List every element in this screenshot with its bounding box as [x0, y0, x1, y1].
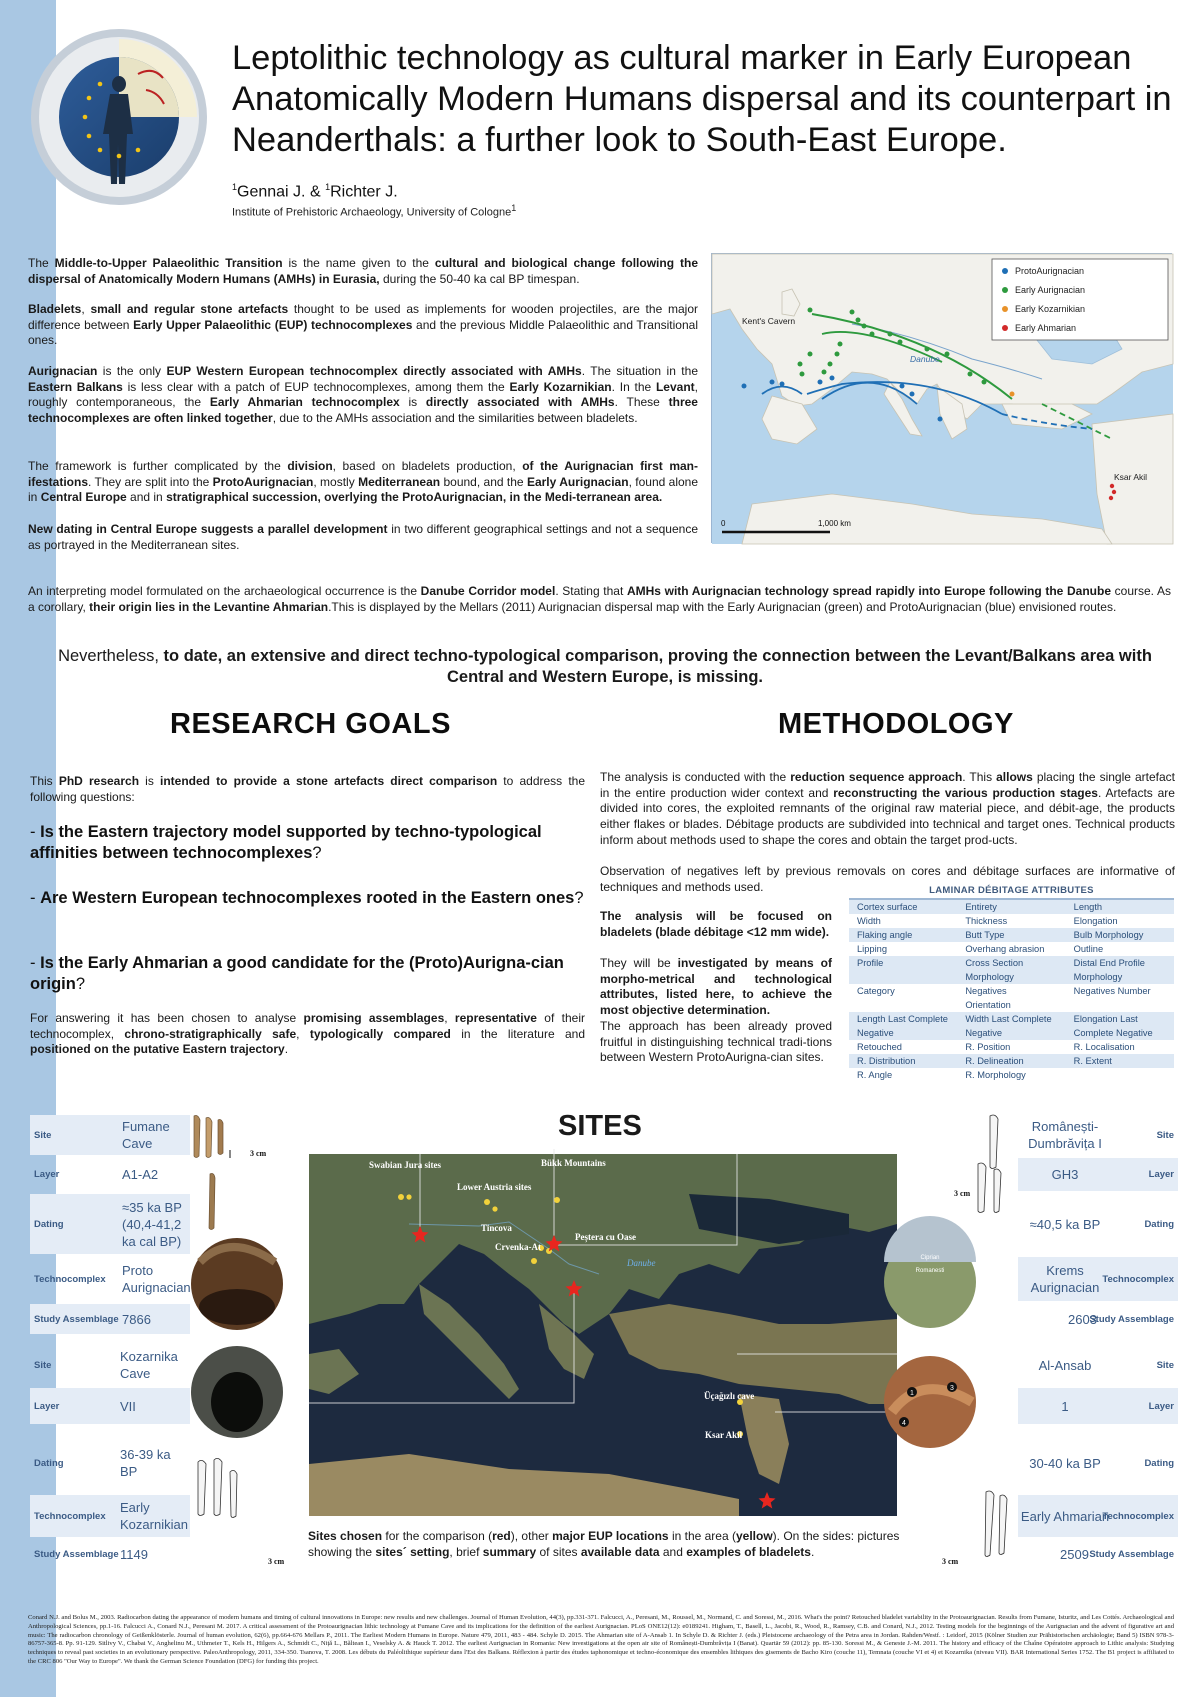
map-label-danube: Danube: [910, 354, 940, 364]
crc-logo: [28, 26, 210, 208]
bladelet-drawings-fumane: [194, 1116, 230, 1230]
intro-paragraph-2: Bladelets, small and regular stone artefacts thought to be used as implements for wooden projectiles, are the major difference between Early Upper Palaeolithic (EUP) technocomplexes and the previous Middle Palaeolithic and Transitional ones.: [28, 302, 698, 348]
laminar-attribute-cell: R. Angle: [857, 1070, 893, 1080]
laminar-attributes-row: [849, 1040, 1174, 1054]
intro-paragraph-6: An interpreting model formulated on the archaeological occurrence is the Danube Corridor model. Stating that AMHs with Aurignacian technology spread rapidly into Europe following the Danube course. As a corollary, their origin lies in the Levantine Ahmarian.This is displayed by the Mellars (2011) Aurignacian dispersal map with the Early Aurignacian (green) and ProtoAurignacian (blue) envisioned routes.: [28, 584, 1171, 614]
laminar-attribute-cell: [849, 998, 957, 1012]
laminar-attributes-row: [849, 1026, 1174, 1040]
map-label-tincova: Tincova: [481, 1223, 512, 1233]
laminar-attribute-cell: Cross Section: [965, 958, 1024, 968]
affiliation-text: Institute of Prehistoric Archaeology, University of Cologne: [232, 206, 512, 219]
photo-label-romanesti: Romanesti: [915, 1268, 945, 1274]
methodology-paragraph-3: The analysis will be focused on bladelets (blade débitage <12 mm wide).: [600, 909, 832, 939]
research-goals-outro: For answering it has been chosen to analyse promising assemblages, representative of their technocomplex, chrono-stratigraphically safe, typologically compared in the literature and positioned on the putative Eastern trajectory.: [30, 1011, 585, 1057]
laminar-attribute-cell: Negative: [857, 1028, 894, 1038]
site-card-romanesti: [1018, 1115, 1178, 1337]
laminar-attribute-cell: R. Distribution: [857, 1056, 916, 1066]
laminar-attribute-cell: Orientation: [965, 1000, 1011, 1010]
label-study-assemblage: Study Assemblage: [1089, 1313, 1174, 1325]
laminar-attribute-cell: Negatives: [965, 986, 1007, 996]
laminar-attribute-cell: Negative: [965, 1028, 1003, 1038]
laminar-attribute-cell: [1066, 998, 1174, 1012]
label-study-assemblage: Study Assemblage: [1089, 1548, 1174, 1560]
laminar-attribute-cell: Morphology: [965, 972, 1014, 982]
research-question-2: - Are Western European technocomplexes rooted in the Eastern ones?: [30, 889, 584, 907]
bladelet-drawings-kozarnika: [198, 1458, 237, 1517]
methodology-heading: METHODOLOGY: [778, 708, 1014, 740]
label-site: Site: [1156, 1129, 1174, 1141]
label-site: Site: [1156, 1359, 1174, 1371]
laminar-attribute-cell: [1066, 1068, 1174, 1082]
legend-dot-early-ahmarian: [1002, 325, 1008, 331]
photo-label-1: 1: [910, 1390, 914, 1397]
research-goals-intro: This PhD research is intended to provide a stone artefacts direct comparison to address the following questions:: [30, 774, 585, 804]
poster-title: Leptolithic technology as cultural marker in Early European Anatomically Modern Humans dispersal and its counterpart in Neanderthals: a further look to South-East Europe.: [232, 39, 1172, 159]
legend-dot-early-aurignacian: [1002, 287, 1008, 293]
laminar-attribute-cell: Distal End Profile: [1073, 958, 1145, 968]
laminar-attribute-cell: Negatives Number: [1073, 986, 1151, 996]
laminar-attribute-cell: Thickness: [965, 916, 1008, 926]
dispersal-map-figure: [712, 254, 1173, 544]
site-card-fumane: [30, 1115, 190, 1337]
label-site: Site: [34, 1359, 52, 1371]
map-label-ucagizli: Üçağızlı cave: [704, 1391, 755, 1401]
methodology-paragraph-5: The approach has been already proved fruitful in distinguishing technical tradi-tions between Western ProtoAurigna-cian sites.: [600, 1019, 832, 1065]
label-dating: Dating: [1144, 1218, 1174, 1230]
map-scale-zero: 0: [721, 519, 726, 528]
laminar-attributes-row: [849, 998, 1174, 1012]
dispersal-map: [711, 253, 1172, 543]
site-dating: ≈40,5 ka BP: [1029, 1216, 1101, 1232]
legend-label-protoaurignacian: ProtoAurignacian: [1015, 266, 1085, 276]
left-site-images: [190, 1112, 290, 1566]
photo-label-4: 4: [902, 1420, 906, 1427]
author-2: Richter J.: [330, 183, 398, 201]
research-question-3: - Is the Early Ahmarian a good candidate for the (Proto)Aurigna-cian origin?: [30, 954, 564, 993]
label-dating: Dating: [34, 1218, 64, 1230]
site-name: Românești-Dumbrăvița I: [1028, 1119, 1102, 1151]
map-label-ksar-akil: Ksar Akil: [705, 1430, 743, 1440]
label-site: Site: [34, 1129, 52, 1141]
photo-label-3: 3: [950, 1385, 954, 1392]
laminar-attributes-row: [849, 1054, 1174, 1068]
site-card-al-ansab: [1018, 1345, 1178, 1567]
author-1: Gennai J. &: [237, 183, 326, 201]
laminar-attribute-cell: Outline: [1073, 944, 1104, 954]
map-label-swabian-jura: Swabian Jura sites: [369, 1160, 442, 1170]
site-assemblage: 1149: [120, 1546, 148, 1562]
laminar-attributes-row: [849, 984, 1174, 998]
laminar-attribute-cell: R. Morphology: [965, 1070, 1026, 1080]
site-technocomplex: Early Kozarnikian: [120, 1500, 188, 1532]
laminar-attribute-cell: R. Extent: [1073, 1056, 1112, 1066]
methodology-paragraph-2: Observation of negatives left by previous removals on cores and débitage surfaces are informative of techniques and methods used.: [600, 864, 1175, 894]
label-technocomplex: Technocomplex: [1102, 1273, 1174, 1285]
label-study-assemblage: Study Assemblage: [34, 1313, 119, 1325]
map-label-lower-austria: Lower Austria sites: [457, 1182, 532, 1192]
laminar-attributes-rows: [849, 900, 1174, 1082]
authors: $^1$Gennai J. & $^1$Richter J.: [232, 182, 398, 201]
laminar-attributes-row: [849, 900, 1174, 914]
intro-paragraph-3: Aurignacian is the only EUP Western European technocomplex directly associated with AMHs. The situation in the Eastern Balkans is less clear with a patch of EUP technocomplexes, among them the Early Kozarnikian. In the Levant, roughly contemporaneous, the Early Ahmarian technocomplex is directly associated with AMHs. These three technocomplexes are often linked together, due to the AMHs association and the similarities between bladelets.: [28, 364, 698, 426]
scale-label: 3 cm: [268, 1557, 285, 1566]
site-name: Kozarnika Cave: [120, 1349, 178, 1381]
laminar-attribute-cell: Width: [857, 916, 881, 926]
laminar-attribute-cell: Cortex surface: [857, 902, 918, 912]
laminar-attributes-row: [849, 1068, 1174, 1082]
research-question-1: - Is the Eastern trajectory model supported by techno-typological affinities between technocomplexes?: [30, 823, 542, 862]
site-layer: A1-A2: [122, 1167, 159, 1182]
laminar-attribute-cell: Elongation: [1073, 916, 1118, 926]
research-goals-heading: RESEARCH GOALS: [170, 708, 451, 740]
laminar-attribute-cell: Length: [1073, 902, 1103, 912]
laminar-attributes-row: [849, 914, 1174, 928]
site-dating: 30-40 ka BP: [1029, 1455, 1101, 1471]
laminar-attribute-cell: Length Last Complete: [857, 1014, 948, 1024]
legend-label-early-kozarnikian: Early Kozarnikian: [1015, 304, 1086, 314]
site-name: Al-Ansab: [1038, 1357, 1092, 1373]
label-dating: Dating: [1144, 1457, 1174, 1469]
label-technocomplex: Technocomplex: [1102, 1510, 1174, 1522]
site-technocomplex: Proto Aurignacian: [122, 1263, 191, 1295]
label-technocomplex: Technocomplex: [34, 1510, 106, 1522]
scale-label: 3 cm: [942, 1557, 959, 1566]
label-layer: Layer: [34, 1400, 60, 1412]
laminar-attributes-row: [849, 970, 1174, 984]
map-label-pestera-cu-oase: Peștera cu Oase: [575, 1232, 636, 1242]
label-layer: Layer: [34, 1169, 60, 1180]
affiliation: Institute of Prehistoric Archaeology, University of Cologne$^1$: [232, 203, 517, 219]
map-label-crvenka-at: Crvenka-At: [495, 1242, 541, 1252]
methodology-paragraph-1: The analysis is conducted with the reduction sequence approach. This allows placing the single artefact in the entire production wider context and reconstructing the various production stages. Artefacts are divided into cores, the exploited remnants of the original raw material piece, and débit-age, the products either flakes or blades. Débitage products are subdivided into technical and target ones. Technical products inform about methods used to shape the cores and obtain the target prod-ucts.: [600, 770, 1175, 847]
site-technocomplex: Krems Aurignacian: [1030, 1263, 1100, 1295]
laminar-attribute-cell: Width Last Complete: [965, 1014, 1052, 1024]
site-layer: VII: [120, 1398, 136, 1414]
intro-paragraph-1: The Middle-to-Upper Palaeolithic Transition is the name given to the cultural and biological change following the dispersal of Anatomically Modern Humans (AMHs) in Eurasia, during the 50-40 ka cal BP timespan.: [28, 256, 698, 286]
laminar-attribute-cell: Lipping: [857, 944, 887, 954]
laminar-attribute-cell: Profile: [857, 958, 884, 968]
map-label-kents-cavern: Kent's Cavern: [742, 316, 796, 326]
legend-label-early-aurignacian: Early Aurignacian: [1015, 285, 1086, 295]
laminar-attributes-row: [849, 942, 1174, 956]
site-layer: 1: [1061, 1398, 1069, 1414]
legend-dot-protoaurignacian: [1002, 268, 1008, 274]
photo-label-ciprian: Ciprian: [920, 1255, 940, 1261]
site-technocomplex: Early Ahmarian: [1020, 1508, 1110, 1524]
references: Conard N.J. and Bolus M., 2003. Radiocarbon dating the appearance of modern humans and timing of cultural innovations in Europe: new results and new challenges. Journal of Human Evolution, 44(3), pp.331-371. Falcucci, A., Peresani, M., Roussel, M., Normand, C. and Soressi, M., 2016. What's the point? Retouched bladelet variability in the Protoaurignacian. Results from Fumane, Isturitz, and Les Cottés. Archaeological and Anthropological Sciences, pp.1-16. Falcucci A., Conard N.J., Peresani M. 2017. A critical assessment of the Protoaurignacian lithic technology at Fumane Cave and its implications for the definition of the earliest Aurignacian. PLoS ONE12(12): e0189241. Higham, T., Basell, L., Jacobi, R., Wood, R., Ramsey, C.B. and Conard, N.J., 2012. Testing models for the beginnings of the Aurignacian and the advent of figurative art and music: The radiocarbon chronology of Geißenklösterle. Journal of human evolution, 62(6), pp.664-676 Mellars P., 2011. The Earliest Modern Humans in Europe. Nature 479, 2011, 483 - 484. Schyle D. 2015. The Ahmarian site of A-Ansab 1. In Schyle D. & Richter J. (eds.) Pleistocene archaeology of the Petra area in Jordan. Rahden/Westf. : Leidorf, 2015 (Kölner Studien zur Prähistorischen archäologie; Band 5) ISBN 978-3-86757-365-8. Pp. 91-129. Sitlivy V., Chabai V., Anghelinu M., Uthmeier T., Kels H., Hilgers A., Schmidt C., Niță L., Băltean I., Veselsky A. & Hauck T. 2012. The earliest Aurignacian in Romania: New investigations at the open air site of Românești-Dumbrăvița I (Banat). Quartär 59 (2012): pp. 85-130. Soressi M., & Geneste J.-M. 2011. The history and efficacy of the Chaîne Opératoire approach to Lithic analysis: Studying techniques to reveal past societies in an evolutionary perspective. PaleoAnthropology, 2011, 334-350. Tsanova, T. 2008. Les débuts du Paléolithique supérieur dans l'Est des Balkans. Réflexion à partir des études taphonomique et techno-économique des ensembles lithiques des gisements de Bacho Kiro (couche 11), Temnata (couche VI et 4) et Kozarnika (niveau VII). BAR International Series 1752. The B1 project is affiliated to the CRC 806 "Our Way to Europe". We thank the German Science Foundation (DFG) for funding this project.: [28, 1614, 1174, 1665]
bladelet-drawings-romanesti: [978, 1115, 1001, 1213]
legend-label-early-ahmarian: Early Ahmarian: [1015, 323, 1077, 333]
label-technocomplex: Technocomplex: [34, 1273, 106, 1285]
map-label-ksar-akil: Ksar Akil: [1114, 472, 1148, 482]
site-dating: 36-39 ka BP: [120, 1447, 171, 1479]
laminar-attribute-cell: Elongation Last: [1073, 1014, 1138, 1024]
laminar-attribute-cell: Bulb Morphology: [1073, 930, 1144, 940]
laminar-attribute-cell: [849, 970, 957, 984]
site-assemblage: 7866: [122, 1311, 151, 1327]
laminar-attribute-cell: R. Delineation: [965, 1056, 1024, 1066]
scale-label: 3 cm: [954, 1189, 971, 1198]
laminar-attributes-row: [849, 1012, 1174, 1026]
methodology-paragraph-4: They will be investigated by means of morpho-metrical and technological attributes, listed here, to achieve the most objective determination.: [600, 956, 832, 1018]
bladelet-drawings-al-ansab: [985, 1491, 1007, 1557]
site-name: Fumane Cave: [122, 1119, 170, 1151]
laminar-attribute-cell: Overhang abrasion: [965, 944, 1045, 954]
laminar-attributes-title: LAMINAR DÉBITAGE ATTRIBUTES: [849, 885, 1174, 900]
site-assemblage: 2509: [1060, 1546, 1089, 1562]
laminar-attribute-cell: R. Localisation: [1073, 1042, 1135, 1052]
intro-paragraph-4: The framework is further complicated by the division, based on bladelets production, of the Aurignacian first man-ifestations. They are split into the ProtoAurignacian, mostly Mediterranean bound, and the Early Aurignacian, found alone in Central Europe and in stratigraphical succession, overlying the ProtoAurignacian, in the Medi-terranean area.: [28, 459, 699, 505]
laminar-attributes-row: [849, 928, 1174, 942]
laminar-attribute-cell: Retouched: [857, 1042, 902, 1052]
laminar-attribute-cell: R. Position: [965, 1042, 1011, 1052]
label-study-assemblage: Study Assemblage: [34, 1548, 119, 1560]
sites-map: [309, 1154, 897, 1516]
scale-label: 3 cm: [250, 1149, 267, 1158]
map-label-danube: Danube: [627, 1258, 656, 1268]
laminar-attributes-row: [849, 956, 1174, 970]
sites-caption: Sites chosen for the comparison (red), other major EUP locations in the area (yellow). On the sides: pictures showing the sites´ setting, brief summary of sites available data and examples of bladelets.: [308, 1529, 900, 1559]
laminar-attribute-cell: Morphology: [1073, 972, 1123, 982]
sites-heading: SITES: [558, 1110, 642, 1142]
laminar-attributes-table: [849, 885, 1174, 1082]
intro-paragraph-5: New dating in Central Europe suggests a parallel development in two different geographical settings and not a sequence as portrayed in the Mediterranean sites.: [28, 522, 698, 552]
site-dating: ≈35 ka BP (40,4-41,2 ka cal BP): [122, 1199, 182, 1249]
site-card-kozarnika: [30, 1345, 190, 1567]
sites-map-figure: [309, 1154, 897, 1516]
laminar-attribute-cell: Complete Negative: [1073, 1028, 1153, 1038]
laminar-attribute-cell: Category: [857, 986, 895, 996]
map-scale-km: 1,000 km: [818, 519, 851, 528]
laminar-attribute-cell: Entirety: [965, 902, 997, 912]
label-layer: Layer: [1148, 1169, 1174, 1180]
site-layer: GH3: [1051, 1167, 1079, 1182]
laminar-attribute-cell: Butt Type: [965, 930, 1005, 940]
laminar-attribute-cell: Flaking angle: [857, 930, 913, 940]
key-statement: Nevertheless, to date, an extensive and direct techno-typological comparison, proving the connection between the Levant/Balkans area with Central and Western Europe, is missing.: [58, 647, 1152, 686]
legend-dot-early-kozarnikian: [1002, 306, 1008, 312]
right-site-images: [882, 1112, 1018, 1572]
label-dating: Dating: [34, 1457, 64, 1469]
label-layer: Layer: [1148, 1400, 1174, 1412]
map-label-bukk: Bükk Mountains: [541, 1158, 606, 1168]
site-assemblage: 2603: [1068, 1311, 1097, 1327]
